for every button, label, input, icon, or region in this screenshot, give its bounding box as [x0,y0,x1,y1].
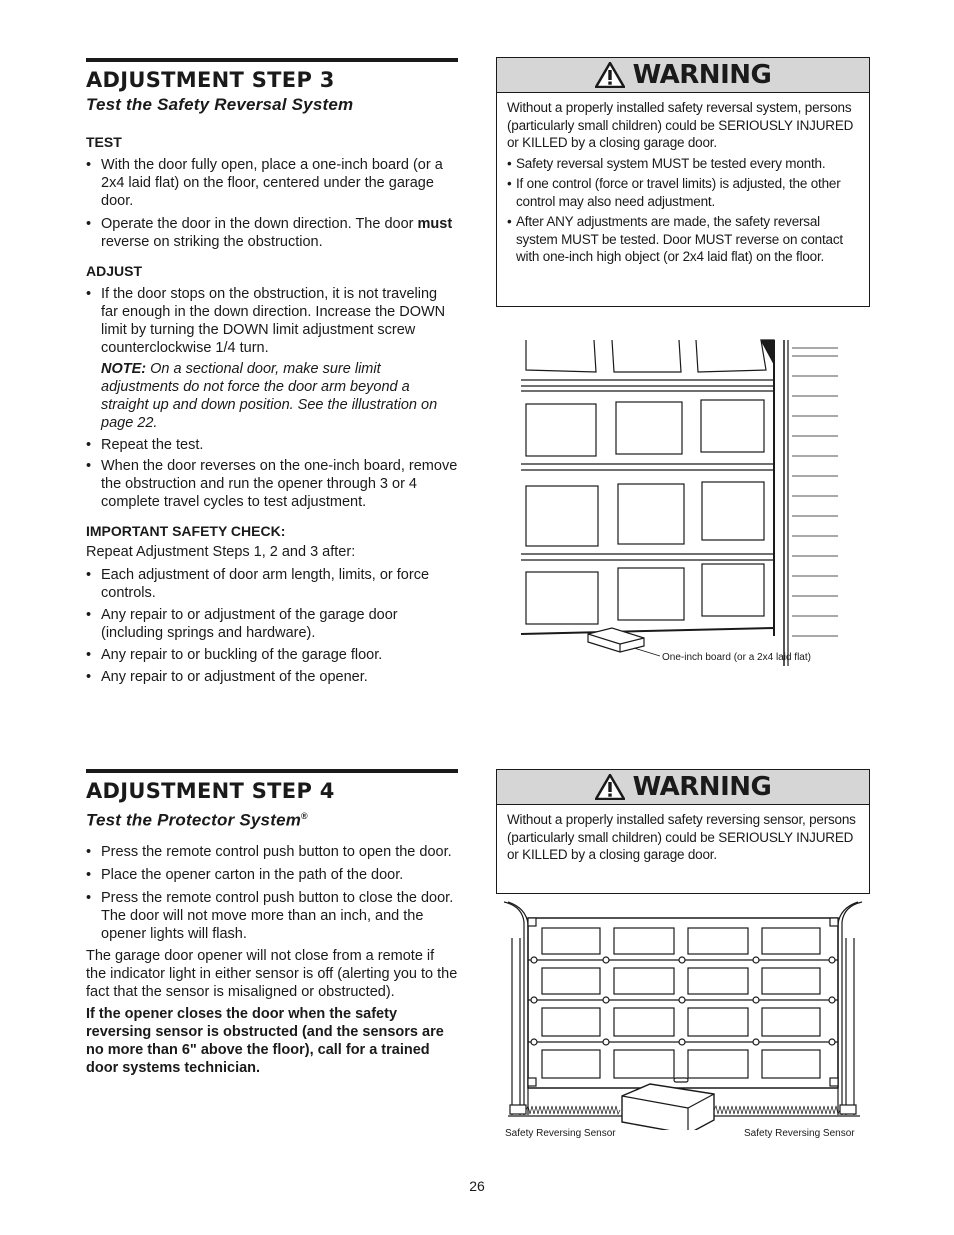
sensor-carton-illustration [500,900,866,1130]
list-item: • Any repair to or adjustment of the garage door (including springs and hardware). [86,606,458,642]
warning-triangle-icon [595,62,625,88]
safety-intro: Repeat Adjustment Steps 1, 2 and 3 after: [86,544,356,560]
sensor-caption-left: Safety Reversing Sensor [505,1128,616,1139]
list-item: • Safety reversal system MUST be tested every month. [507,155,859,173]
list-item: • If the door stops on the obstruction, it is not traveling far enough in the down direction. Increase the DOWN limit by turning the DOWN limit adjustment screw counterclockwise 1/4 turn. [86,285,458,357]
warning-box-sensor [496,769,870,894]
adjust-list [86,285,458,357]
section-rule [86,58,458,62]
safety-check-heading: IMPORTANT SAFETY CHECK: [86,523,286,539]
list-item: • Operate the door in the down direction. The door must reverse on striking the obstruction. [86,215,458,251]
adjust-list-cont [86,436,458,511]
list-item: • When the door reverses on the one-inch board, remove the obstruction and run the opener through 3 or 4 complete travel cycles to test adjustment. [86,457,458,511]
warning-list [507,155,859,266]
list-item: • Repeat the test. [86,436,458,454]
sensor-caption-right: Safety Reversing Sensor [744,1128,855,1139]
warning-title: WARNING [632,60,772,90]
note-text: NOTE: On a sectional door, make sure limit adjustments do not force the door arm beyond a straight up and down position. See the illustration on page 22. [101,361,438,431]
warning-header [497,770,869,805]
warning-header [497,58,869,93]
step4-section [86,769,458,1077]
step3-section [86,58,458,686]
step4-list [86,843,458,943]
test-heading: TEST [86,134,122,150]
warning-body [497,805,869,872]
test-list [86,156,458,251]
garage-door-sensor-drawing [500,900,866,1130]
warning-triangle-icon [595,774,625,800]
board-caption: One-inch board (or a 2x4 laid flat) [662,652,811,663]
list-item: • Press the remote control push button to open the door. [86,843,458,861]
warning-intro: Without a properly installed safety reversing sensor, persons (particularly small children) could be SERIOUSLY INJURED or KILLED by a closing garage door. [507,812,856,862]
warning-body [497,93,869,277]
section-rule [86,769,458,773]
list-item: • Press the remote control push button to close the door. The door will not move more than an inch, and the opener lights will flash. [86,889,458,943]
door-board-illustration [516,336,846,668]
sensor-paragraph: The garage door opener will not close from a remote if the indicator light in either sensor is off (alerting you to the fact that the sensor is misaligned or obstructed). [86,947,458,1000]
list-item: • Any repair to or buckling of the garage floor. [86,646,458,664]
technician-paragraph: If the opener closes the door when the safety reversing sensor is obstructed (and the sensors are no more than 6" above the floor), call for a trained door systems technician. [86,1005,444,1076]
page-number: 26 [469,1178,485,1194]
list-item: • If one control (force or travel limits) is adjusted, the other control may also need adjustment. [507,175,859,210]
list-item: • Place the opener carton in the path of the door. [86,866,458,884]
warning-box-reversal [496,57,870,307]
adjust-heading: ADJUST [86,263,143,279]
step3-subtitle: Test the Safety Reversal System [86,95,354,114]
safety-list [86,566,458,686]
warning-title: WARNING [632,772,772,802]
step4-title: ADJUSTMENT STEP 4 [86,779,335,803]
list-item: • Each adjustment of door arm length, limits, or force controls. [86,566,458,602]
list-item: • Any repair to or adjustment of the opener. [86,668,458,686]
warning-intro: Without a properly installed safety reversal system, persons (particularly small children) could be SERIOUSLY INJURED or KILLED by a closing garage door. [507,100,854,150]
step3-title: ADJUSTMENT STEP 3 [86,68,335,92]
garage-door-board-drawing [516,336,846,668]
list-item: • After ANY adjustments are made, the safety reversal system MUST be tested. Door MUST reverse on contact with one-inch high object (or 2x4 laid flat) on the floor. [507,213,859,266]
list-item: • With the door fully open, place a one-inch board (or a 2x4 laid flat) on the floor, centered under the garage door. [86,156,458,210]
step4-subtitle: Test the Protector System® [86,810,308,830]
